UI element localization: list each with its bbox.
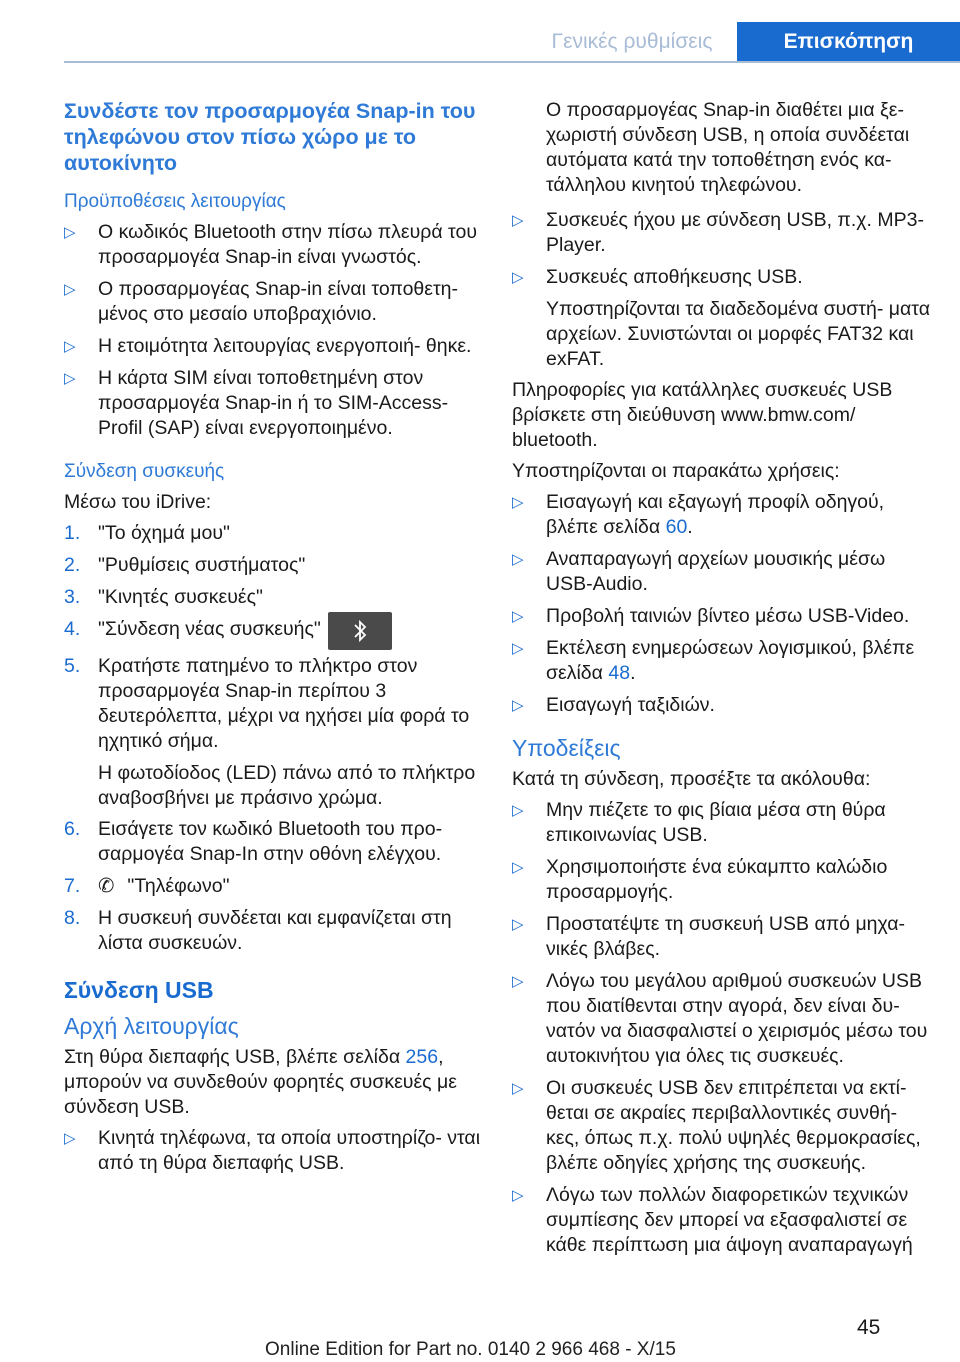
connect-intro: Μέσω του iDrive: <box>64 491 212 513</box>
step-item: 6. Εισάγετε τον κωδικό Bluetooth του προ‐ σαρμογέα Snap-In στην οθόνη ελέγχου. <box>64 818 443 865</box>
principle-heading: Αρχή λειτουργίας <box>64 1013 239 1039</box>
list-item: ▷ Αναπαραγωγή αρχείων μουσικής μέσω USB-Audio. <box>512 548 886 595</box>
bluetooth-icon <box>351 618 369 644</box>
step-item: 3. "Κινητές συσκευές" <box>64 586 263 608</box>
triangle-right-icon: ▷ <box>512 608 524 625</box>
list-item: ▷ Μην πιέζετε το φις βίαια μέσα στη θύρα επικοινωνίας USB. <box>512 799 886 846</box>
list-item: ▷ Εισαγωγή ταξιδιών. <box>512 694 715 716</box>
triangle-right-icon: ▷ <box>512 802 524 819</box>
phone-icon: ✆ <box>98 875 115 897</box>
list-item: ▷ Ο κωδικός Bluetooth στην πίσω πλευρά του προσαρμογέα Snap-in είναι γνωστός. <box>64 221 477 268</box>
triangle-right-icon: ▷ <box>512 1187 524 1204</box>
usb-heading: Σύνδεση USB <box>64 977 214 1003</box>
header-tab-overview[interactable]: Επισκόπηση <box>737 22 960 62</box>
list-item: ▷ Συσκευές αποθήκευσης USB. <box>512 266 803 288</box>
list-item: ▷ Εκτέλεση ενημερώσεων λογισμικού, βλέπε σελίδα 48. <box>512 637 915 684</box>
triangle-right-icon: ▷ <box>512 640 524 657</box>
triangle-right-icon: ▷ <box>64 224 76 241</box>
triangle-right-icon: ▷ <box>512 494 524 511</box>
right-column <box>512 98 932 1265</box>
uses-intro: Υποστηρίζονται οι παρακάτω χρήσεις: <box>512 460 840 482</box>
page-link-60[interactable]: 60 <box>665 516 688 538</box>
step-item: 5. Κρατήστε πατημένο το πλήκτρο στον προσαρμογέα Snap-in περίπου 3 δευτερόλεπτα, μέχρι να ηχήσει μία φορά το ηχητικό σήμα. <box>64 655 470 752</box>
info-text: Πληροφορίες για κατάλληλες συσκευές USB βρίσκετε στη διεύθυνση www.bmw.com/ bluetooth. <box>512 379 893 451</box>
triangle-right-icon: ▷ <box>512 212 524 229</box>
header-tab-general-settings[interactable]: Γενικές ρυθμίσεις <box>551 30 713 53</box>
page-link-48[interactable]: 48 <box>608 662 631 684</box>
list-item: ▷ Η ετοιμότητα λειτουργίας ενεργοποιή‐ θηκε. <box>64 335 472 357</box>
triangle-right-icon: ▷ <box>64 338 76 355</box>
page-number: 45 <box>857 1316 881 1339</box>
left-column <box>64 98 484 1183</box>
step-item: 8. Η συσκευή συνδέεται και εμφανίζεται στη λίστα συσκευών. <box>64 907 452 954</box>
triangle-right-icon: ▷ <box>512 859 524 876</box>
triangle-right-icon: ▷ <box>512 1080 524 1097</box>
step5-note: Η φωτοδίοδος (LED) πάνω από το πλήκτρο αναβοσβήνει με πράσινο χρώμα. <box>98 762 476 809</box>
list-item: ▷ Κινητά τηλέφωνα, τα οποία υποστηρίζο‐ νται από τη θύρα διεπαφής USB. <box>64 1127 481 1174</box>
step-item: 4. "Σύνδεση νέας συσκευής" <box>64 618 321 640</box>
triangle-right-icon: ▷ <box>512 551 524 568</box>
list-item: ▷ Χρησιμοποιήστε ένα εύκαμπτο καλώδιο προσαρμογής. <box>512 856 888 903</box>
triangle-right-icon: ▷ <box>512 973 524 990</box>
list-item: ▷ Προστατέψτε τη συσκευή USB από μηχα‐ νικές βλάβες. <box>512 913 905 960</box>
list-item: ▷ Προβολή ταινιών βίντεο μέσω USB-Video. <box>512 605 910 627</box>
triangle-right-icon: ▷ <box>64 370 76 387</box>
step-item: 7. ✆ "Τηλέφωνο" <box>64 875 230 897</box>
snapin-usb-text: Ο προσαρμογέας Snap-in διαθέτει μια ξε‐ χωριστή σύνδεση USB, η οποία συνδέεται αυτόματα κατά την τοποθέτηση ενός κα‐ τάλληλου κινητού τηλεφώνου. <box>546 99 910 196</box>
step-item: 2. "Ρυθμίσεις συστήματος" <box>64 554 306 576</box>
list-item: ▷ Εισαγωγή και εξαγωγή προφίλ οδηγού, βλέπε σελίδα 60. <box>512 491 885 538</box>
bluetooth-button-image <box>328 612 392 650</box>
footer-edition: Online Edition for Part no. 0140 2 966 468 - X/15 <box>265 1339 676 1360</box>
prereq-heading: Προϋποθέσεις λειτουργίας <box>64 191 286 212</box>
triangle-right-icon: ▷ <box>512 916 524 933</box>
section-title: Συνδέστε τον προσαρμογέα Snap-in του τηλεφώνου στον πίσω χώρο με το αυτοκίνητο <box>64 99 476 175</box>
hints-intro: Κατά τη σύνδεση, προσέξτε τα ακόλουθα: <box>512 768 871 790</box>
page-link-256[interactable]: 256 <box>405 1046 439 1068</box>
list-item: ▷ Συσκευές ήχου με σύνδεση USB, π.χ. MP3-Player. <box>512 209 924 256</box>
list-item: ▷ Λόγω του μεγάλου αριθμού συσκευών USB που διατίθενται στην αγορά, δεν είναι δυ‐ νατόν να διασφαλιστεί ο χειρισμός μέσω του αυτοκινήτου για όλες τις συσκευές. <box>512 970 928 1067</box>
list-item: ▷ Λόγω των πολλών διαφορετικών τεχνικών συμπίεσης δεν μπορεί να εξασφαλιστεί σε κάθε περίπτωση μια άψογη αναπαραγωγή <box>512 1184 913 1256</box>
triangle-right-icon: ▷ <box>512 269 524 286</box>
list-item: ▷ Οι συσκευές USB δεν επιτρέπεται να εκτί‐ θεται σε ακραίες περιβαλλοντικές συνθή‐ κες, όπως π.χ. πολύ υψηλές θερμοκρασίες, βλέπε οδηγίες χρήσης της συσκευής. <box>512 1077 921 1174</box>
triangle-right-icon: ▷ <box>64 1130 76 1147</box>
filesystem-note: Υποστηρίζονται τα διαδεδομένα συστή‐ ματα αρχείων. Συνιστώνται οι μορφές FAT32 και exFAT. <box>546 298 930 370</box>
list-item: ▷ Η κάρτα SIM είναι τοποθετημένη στον προσαρμογέα Snap-in ή το SIM-Access- Profil (SAP) είναι ενεργοποιημένο. <box>64 367 449 439</box>
header-bar <box>0 0 960 62</box>
header-divider <box>64 61 960 63</box>
triangle-right-icon: ▷ <box>64 281 76 298</box>
connect-heading: Σύνδεση συσκευής <box>64 461 225 482</box>
list-item: ▷ Ο προσαρμογέας Snap-in είναι τοποθετη‐ μένος στο μεσαίο υποβραχιόνιο. <box>64 278 459 325</box>
hints-heading: Υποδείξεις <box>512 735 621 761</box>
principle-text: Στη θύρα διεπαφής USB, βλέπε σελίδα 256, μπορούν να συνδεθούν φορητές συσκευές με σύνδεση USB. <box>64 1046 457 1118</box>
triangle-right-icon: ▷ <box>512 697 524 714</box>
step-item: 1. "Το όχημά μου" <box>64 522 230 544</box>
